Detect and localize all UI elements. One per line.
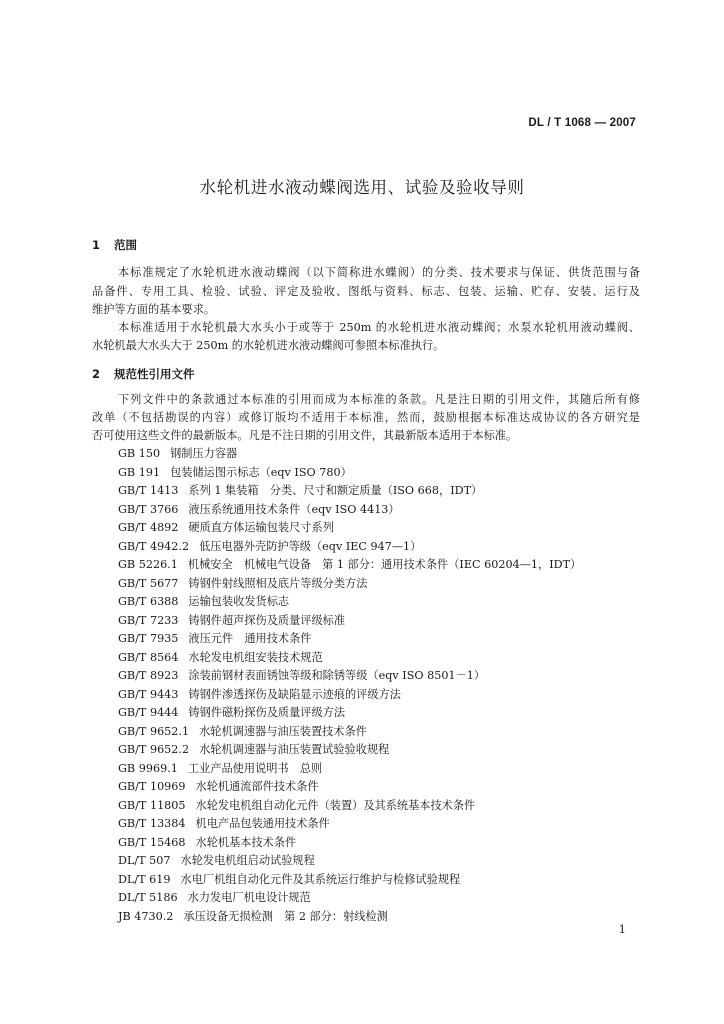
- reference-item: [118, 889, 581, 908]
- reference-title: 水轮机调速器与油压装置试验验收规程: [199, 743, 390, 756]
- section-2-line: 否可使用这些文件的最新版本。凡是不注日期的引用文件，其最新版本适用于本标准。: [92, 429, 518, 442]
- section-1-line: 本标准规定了水轮机进水液动蝶阀（以下简称进水蝶阀）的分类、技术要求与保证、供货范围与备: [118, 266, 640, 279]
- reference-item: [118, 556, 581, 575]
- reference-item: [118, 445, 581, 464]
- reference-code: DL/T 507: [118, 854, 171, 867]
- normative-references-list: [118, 445, 581, 926]
- reference-item: [118, 649, 581, 668]
- reference-item: [118, 871, 581, 890]
- reference-code: GB 150: [118, 447, 161, 460]
- reference-title: 水轮机通流部件技术条件: [195, 780, 319, 793]
- reference-item: [118, 723, 581, 742]
- reference-title: 承压设备无损检测 第 2 部分：射线检测: [183, 909, 388, 923]
- reference-item: [118, 778, 581, 797]
- reference-code: GB/T 9652.2: [118, 743, 190, 756]
- reference-title: 机电产品包装通用技术条件: [195, 817, 330, 830]
- section-1-line: 品备件、专用工具、检验、试验、评定及验收、图纸与资料、标志、包装、运输、贮存、安装、运行及: [92, 285, 640, 298]
- reference-code: GB 191: [118, 465, 161, 479]
- reference-title: 机械安全 机械电气设备 第 1 部分：通用技术条件（IEC 60204—1，IDT）: [187, 558, 582, 571]
- reference-code: DL/T 5186: [118, 891, 178, 904]
- reference-item: [118, 760, 581, 779]
- reference-title: 钢制压力容器: [170, 447, 238, 460]
- reference-title: 硬质直方体运输包装尺寸系列: [188, 521, 334, 534]
- section-1-title: 范围: [114, 238, 137, 252]
- reference-item: [118, 612, 581, 631]
- reference-code: GB/T 8923: [118, 669, 179, 682]
- reference-code: GB/T 9652.1: [118, 724, 190, 738]
- reference-item: [118, 815, 581, 834]
- reference-title: 水轮发电机组自动化元件（装置）及其系统基本技术条件: [195, 798, 476, 812]
- reference-item: [118, 482, 581, 501]
- reference-code: GB 5226.1: [118, 558, 178, 571]
- reference-code: DL/T 619: [118, 872, 171, 886]
- section-2-title: 规范性引用文件: [114, 367, 195, 381]
- section-2-heading: [92, 366, 195, 382]
- reference-code: GB/T 9443: [118, 687, 179, 701]
- reference-code: GB/T 7233: [118, 613, 179, 627]
- reference-title: 包装储运图示标志（eqv ISO 780）: [170, 465, 352, 479]
- reference-item: [118, 908, 581, 927]
- document-code: DL / T 1068 — 2007: [528, 117, 636, 129]
- reference-title: 运输包装收发货标志: [188, 595, 290, 608]
- reference-item: [118, 538, 581, 557]
- reference-title: 低压电器外壳防护等级（eqv IEC 947—1）: [199, 539, 422, 553]
- section-2-line: 改单（不包括勘误的内容）或修订版均不适用于本标准，然而，鼓励根据本标准达成协议的各方研究是: [92, 411, 640, 424]
- reference-title: 水轮机基本技术条件: [195, 835, 297, 849]
- reference-title: 系列 1 集装箱 分类、尺寸和额定质量（ISO 668，IDT）: [188, 484, 483, 497]
- reference-title: 铸钢件渗透探伤及缺陷显示迹痕的评级方法: [188, 687, 401, 701]
- reference-title: 水力发电厂机电设计规范: [187, 891, 311, 904]
- reference-item: [118, 686, 581, 705]
- reference-item: [118, 704, 581, 723]
- reference-title: 液压元件 通用技术条件: [188, 632, 312, 645]
- reference-item: [118, 797, 581, 816]
- reference-code: GB/T 3766: [118, 502, 179, 516]
- section-1-heading: [92, 237, 137, 253]
- reference-item: [118, 575, 581, 594]
- reference-code: JB 4730.2: [118, 909, 174, 923]
- reference-item: [118, 464, 581, 483]
- reference-code: GB/T 5677: [118, 576, 179, 590]
- section-1-line: 水轮机最大水头大于 250m 的水轮机进水液动蝶阀可参照本标准执行。: [92, 339, 445, 352]
- reference-code: GB/T 4942.2: [118, 539, 190, 553]
- reference-code: GB/T 7935: [118, 632, 179, 645]
- reference-code: GB/T 1413: [118, 484, 179, 497]
- reference-title: 液压系统通用技术条件（eqv ISO 4413）: [188, 502, 400, 516]
- reference-title: 铸钢件磁粉探伤及质量评级方法: [188, 706, 346, 719]
- document-title: 水轮机进水液动蝶阀选用、试验及验收导则: [199, 178, 525, 197]
- section-1-number: 1: [92, 238, 101, 252]
- reference-code: GB/T 6388: [118, 595, 179, 608]
- section-2-number: 2: [92, 367, 101, 381]
- reference-title: 水轮机调速器与油压装置技术条件: [199, 724, 367, 738]
- reference-code: GB/T 4892: [118, 521, 179, 534]
- reference-item: [118, 741, 581, 760]
- reference-item: [118, 667, 581, 686]
- reference-code: GB/T 8564: [118, 650, 179, 664]
- reference-title: 工业产品使用说明书 总则: [187, 761, 323, 775]
- reference-title: 铸钢件射线照相及底片等级分类方法: [188, 576, 368, 590]
- section-1-line: 本标准适用于水轮机最大水头小于或等于 250m 的水轮机进水液动蝶阀；水泵水轮机用液动蝶阀、: [118, 321, 640, 334]
- section-1-line: 维护等方面的基本要求。: [92, 303, 216, 316]
- reference-title: 水轮发电机组启动试验规程: [180, 854, 315, 867]
- page-number: 1: [618, 922, 626, 936]
- reference-item: [118, 593, 581, 612]
- reference-code: GB/T 10969: [118, 780, 186, 793]
- reference-code: GB/T 9444: [118, 706, 179, 719]
- reference-code: GB/T 15468: [118, 835, 186, 849]
- reference-code: GB 9969.1: [118, 761, 178, 775]
- section-2-line: 下列文件中的条款通过本标准的引用而成为本标准的条款。凡是注日期的引用文件，其随后所有修: [118, 393, 640, 406]
- reference-code: GB/T 13384: [118, 817, 186, 830]
- reference-item: [118, 630, 581, 649]
- reference-item: [118, 852, 581, 871]
- reference-title: 铸钢件超声探伤及质量评级标准: [188, 613, 346, 627]
- reference-title: 水轮发电机组安装技术规范: [188, 650, 323, 664]
- reference-item: [118, 519, 581, 538]
- reference-title: 水电厂机组自动化元件及其系统运行维护与检修试验规程: [180, 872, 461, 886]
- reference-code: GB/T 11805: [118, 798, 186, 812]
- reference-title: 涂装前钢材表面锈蚀等级和除锈等级（eqv ISO 8501－1）: [188, 669, 486, 682]
- reference-item: [118, 501, 581, 520]
- reference-item: [118, 834, 581, 853]
